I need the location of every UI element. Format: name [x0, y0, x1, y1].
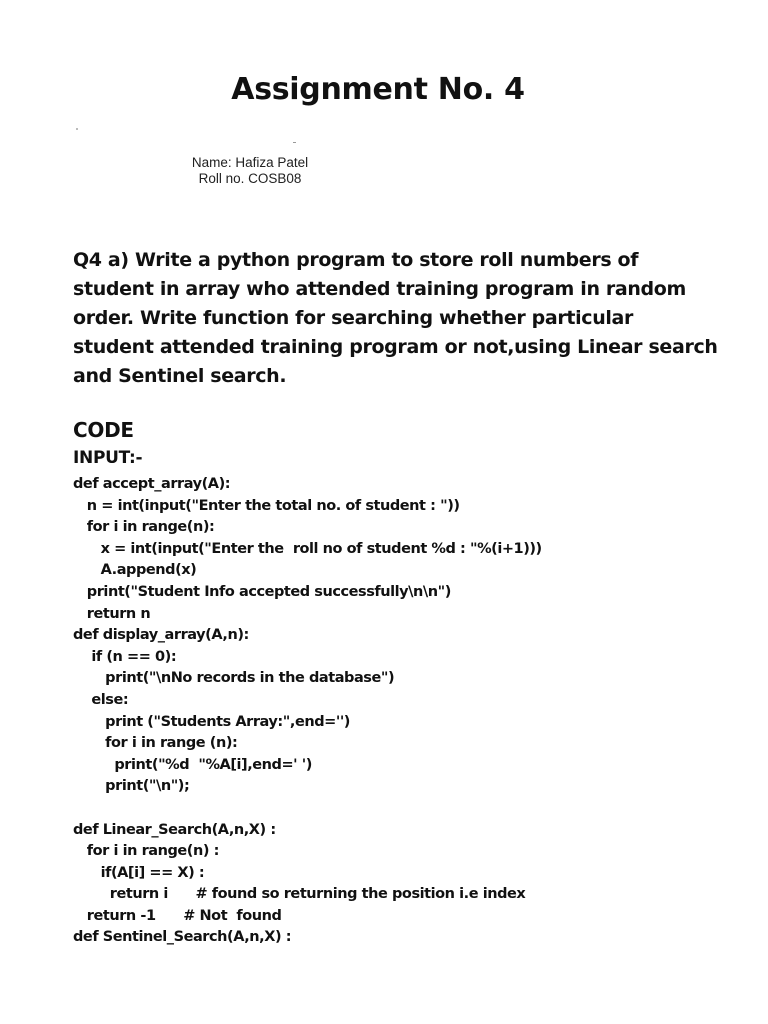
assignment-title: Assignment No. 4	[231, 72, 525, 107]
code-line: for i in range(n) :	[73, 843, 219, 860]
code-block	[73, 474, 743, 949]
code-line	[73, 798, 743, 820]
question-line: and Sentinel search.	[73, 365, 287, 387]
question-line: Q4 a) Write a python program to store roll numbers of	[73, 249, 639, 271]
code-line: print("\nNo records in the database")	[73, 670, 395, 687]
code-line: print("\n");	[73, 778, 190, 795]
code-line: def display_array(A,n):	[73, 627, 249, 644]
code-line: def Linear_Search(A,n,X) :	[73, 821, 276, 838]
code-line: n = int(input("Enter the total no. of student : "))	[73, 497, 460, 514]
student-roll: Roll no. COSB08	[198, 171, 302, 186]
code-line: x = int(input("Enter the roll no of student %d : "%(i+1)))	[73, 540, 542, 557]
input-heading: INPUT:-	[73, 448, 143, 468]
student-name: Name: Hafiza Patel	[191, 155, 309, 170]
code-line: print("Student Info accepted successfully\n\n")	[73, 583, 451, 600]
code-heading: CODE	[73, 418, 134, 442]
question-line: order. Write function for searching whether particular	[73, 307, 634, 329]
code-line: if(A[i] == X) :	[73, 864, 205, 881]
code-line: return -1 # Not found	[73, 907, 282, 924]
code-line: print("%d "%A[i],end=' ')	[73, 756, 312, 773]
question-line: student attended training program or not,using Linear search	[73, 336, 718, 358]
code-line: for i in range (n):	[73, 735, 238, 752]
code-line: return n	[73, 605, 151, 622]
code-line: A.append(x)	[73, 562, 197, 579]
code-line: return i # found so returning the position i.e index	[73, 886, 526, 903]
question-line: student in array who attended training program in random	[73, 278, 686, 300]
code-line: print ("Students Array:",end='')	[73, 713, 350, 730]
scan-mark-left	[76, 128, 78, 130]
question-text	[73, 246, 733, 391]
student-info	[160, 155, 340, 187]
code-line: def Sentinel_Search(A,n,X) :	[73, 929, 292, 946]
code-line: if (n == 0):	[73, 648, 177, 665]
code-line: def accept_array(A):	[73, 476, 231, 492]
scan-mark-right	[293, 142, 296, 143]
code-line: for i in range(n):	[73, 519, 215, 536]
code-line: else:	[73, 691, 129, 708]
